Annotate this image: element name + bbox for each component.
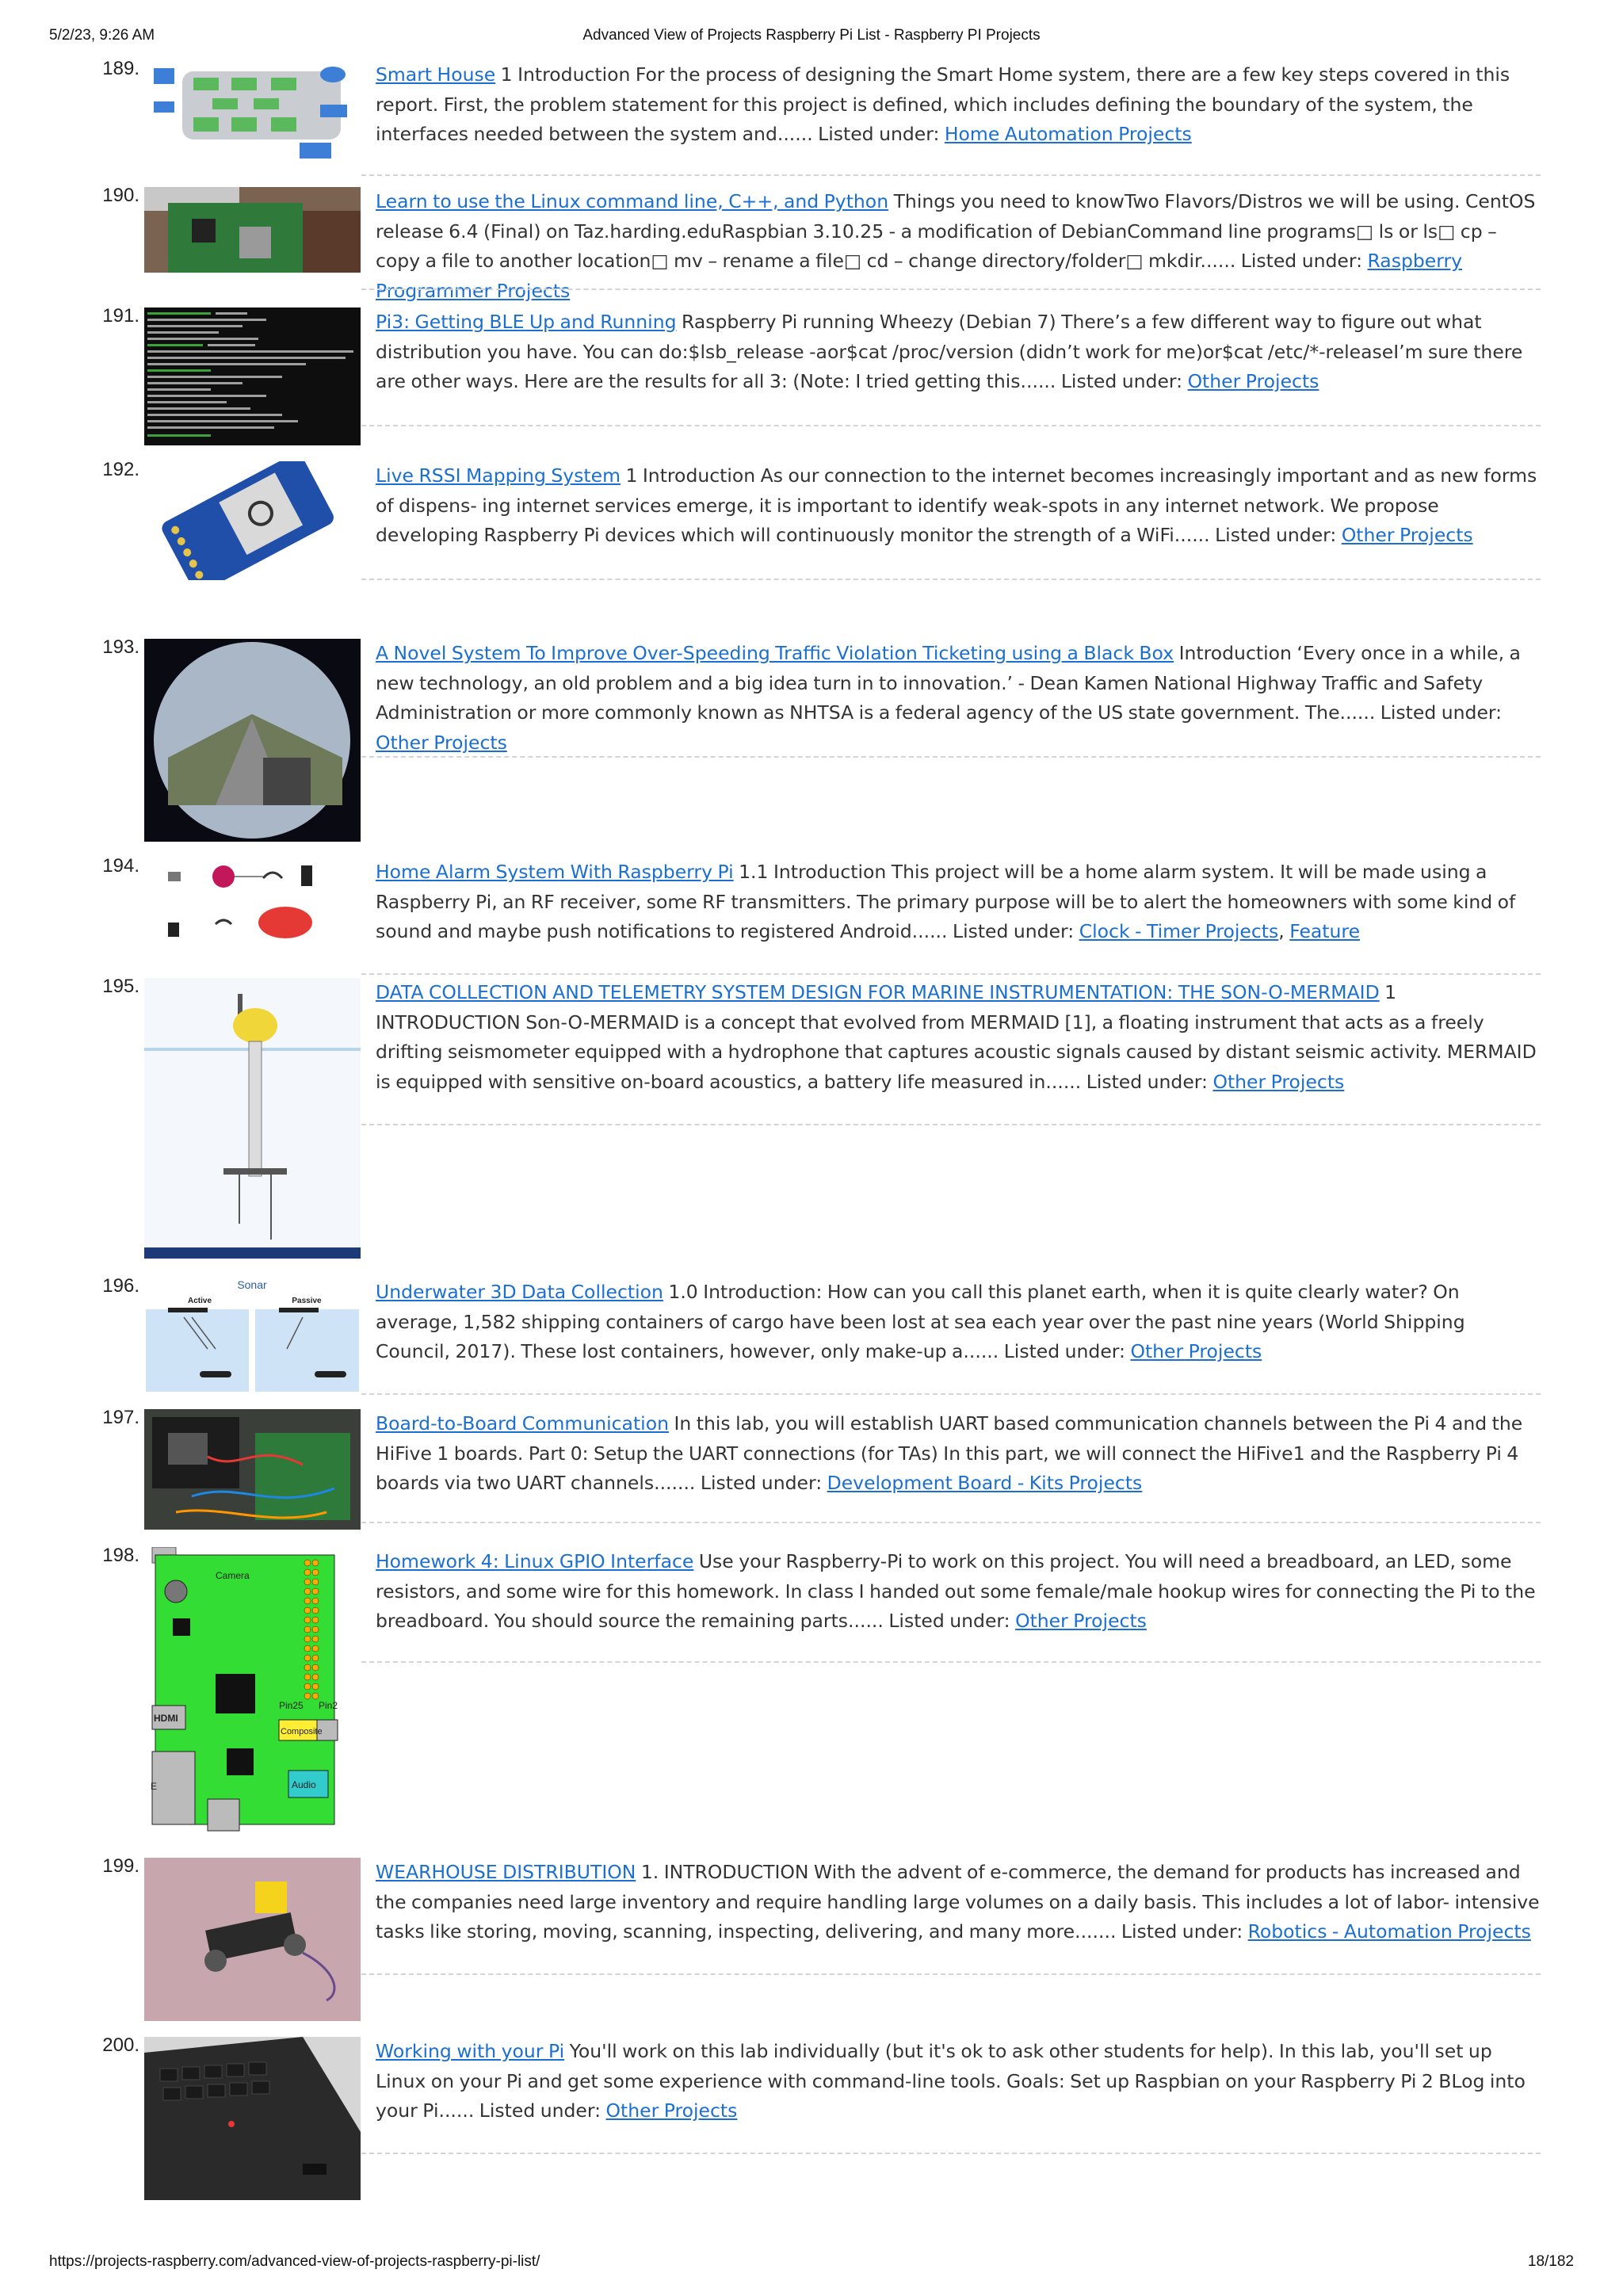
item-number: 200. (102, 2034, 139, 2056)
project-title-link[interactable]: A Novel System To Improve Over-Speeding Traffic Violation Ticketing using a Black Box (376, 642, 1174, 664)
entry-text (376, 461, 1541, 551)
project-thumbnail (144, 1409, 361, 1530)
project-thumbnail (144, 60, 361, 165)
separator (361, 579, 1541, 580)
pin2-label: Pin2 (319, 1700, 338, 1711)
project-title-link[interactable]: WEARHOUSE DISTRIBUTION (376, 1861, 636, 1883)
print-datetime: 5/2/23, 9:26 AM (49, 27, 155, 44)
entry-text (376, 1547, 1541, 1637)
category-link[interactable]: Home Automation Projects (944, 123, 1192, 145)
project-thumbnail (144, 1547, 361, 1832)
page-number: 18/182 (1527, 2253, 1574, 2270)
robot-photo (144, 1858, 361, 2021)
buoy-diagram (144, 978, 361, 1259)
project-description: Things you need to knowTwo Flavors/Distros we will be using. CentOS release 6.4 (Final) on Taz.harding.eduRaspbian 3.10.25 - a modification of DebianCommand line programs□ ls or ls□ cp – copy a file to another location□ mv – rename a file□ cd – change directory/folder□ mkdir...... Listed under: (376, 190, 1536, 272)
e-label: E (151, 1781, 158, 1792)
category-link[interactable]: Other Projects (1212, 1070, 1345, 1093)
sonar-active-label: Active (187, 1297, 212, 1305)
entry-text: Home Alarm System With Raspberry Pi 1.1 Introduction This project will be a home alarm system. It will be made using a Raspberry Pi, an RF receiver, some RF transmitters. The primary purpose will be to alert the homeowners with some kind of sound and maybe push notifications to registered Android...... Listed under: Clock - Timer Projects, Feature (376, 861, 1516, 942)
item-number: 198. (102, 1545, 139, 1566)
item-number: 192. (102, 459, 139, 480)
project-title-link[interactable]: Working with your Pi (376, 2040, 565, 2062)
item-number: 190. (102, 185, 139, 206)
page-url: https://projects-raspberry.com/advanced-view-of-projects-raspberry-pi-list/ (49, 2253, 540, 2270)
laptop-photo (144, 2037, 361, 2200)
block-diagram-image (144, 60, 361, 165)
separator (361, 425, 1541, 426)
circuit-photo (144, 1409, 361, 1530)
project-title-link[interactable]: Learn to use the Linux command line, C++, and Python (376, 190, 889, 212)
project-title-link[interactable]: Homework 4: Linux GPIO Interface (376, 1550, 694, 1572)
category-link[interactable]: Other Projects (1341, 524, 1473, 546)
separator (361, 1393, 1541, 1395)
project-description: 1 INTRODUCTION Son-O-MERMAID is a concept that evolved from MERMAID [1], a floating instrument that acts as a freely drifting seismometer equipped with a hydrophone that captures acoustic signals caused by distant seismic activity. MERMAID is equipped with sensitive on-board acoustics, a battery life measured in...... Listed under: (376, 981, 1537, 1093)
project-description: Use your Raspberry-Pi to work on this project. You will need a breadboard, an LED, some resistors, and some wire for this homework. In class I handed out some female/male hookup wires for connecting the Pi to the breadboard. You should source the remaining parts...... Listed under: (376, 1550, 1536, 1632)
alarm-system-diagram (144, 858, 361, 953)
entry-text (376, 1409, 1541, 1499)
project-thumbnail (144, 978, 361, 1259)
entry-text (376, 978, 1541, 1097)
item-number: 197. (102, 1407, 139, 1428)
project-thumbnail (144, 187, 361, 273)
project-title-link[interactable]: Live RSSI Mapping System (376, 464, 621, 487)
separator (361, 2153, 1541, 2154)
project-description: Introduction ‘Every once in a while, a new technology, an old problem and a big idea turn in to innovation.’ - Dean Kamen National Highway Traffic and Safety Administration or more commonly known as NHTSA is a federal agency of the US state government. The...... Listed under: (376, 642, 1521, 724)
sonar-title: Sonar (237, 1278, 267, 1291)
category-link[interactable]: Robotics - Automation Projects (1247, 1920, 1531, 1943)
audio-label: Audio (292, 1779, 316, 1790)
project-description: 1 Introduction For the process of designing the Smart Home system, there are a few key steps covered in this report. First, the problem statement for this project is defined, which includes defining the boundary of the system, the interfaces needed between the system and...... Listed under: (376, 63, 1510, 145)
pi-board-photo (144, 187, 361, 273)
project-thumbnail (144, 639, 361, 842)
sonar-diagram (144, 1278, 361, 1393)
project-thumbnail (144, 461, 361, 580)
terminal-screenshot (144, 308, 361, 445)
road-view-photo (144, 639, 361, 842)
project-description: 1.1 Introduction This project will be a home alarm system. It will be made using a Raspberry Pi, an RF receiver, some RF transmitters. The primary purpose will be to alert the homeowners with some kind of sound and maybe push notifications to registered Android...... Listed under: (376, 861, 1516, 942)
project-title-link[interactable]: Smart House (376, 63, 496, 86)
category-link[interactable]: Other Projects (605, 2099, 738, 2122)
project-thumbnail (144, 1278, 361, 1393)
separator (361, 1522, 1541, 1523)
category-link[interactable]: Development Board - Kits Projects (827, 1472, 1143, 1494)
pin25-label: Pin25 (279, 1700, 304, 1711)
entry-text (376, 60, 1541, 150)
separator (361, 1973, 1541, 1975)
category-link[interactable]: Other Projects (1015, 1610, 1147, 1632)
project-description: Raspberry Pi running Wheezy (Debian 7) There’s a few different way to figure out what distribution you have. You can do:$lsb_release -aor$cat /proc/version (didn’t work for me)or$cat /etc/*-releaseI’m sure there are other ways. Here are the results for all 3: (Note: I tried getting this...... Listed under: (376, 311, 1523, 392)
project-thumbnail (144, 308, 361, 445)
project-thumbnail (144, 1858, 361, 2021)
item-number: 199. (102, 1855, 139, 1877)
separator (361, 973, 1541, 975)
project-title-link[interactable]: Pi3: Getting BLE Up and Running (376, 311, 677, 333)
camera-label: Camera (216, 1570, 250, 1581)
project-title-link[interactable]: Board-to-Board Communication (376, 1412, 669, 1435)
project-description: In this lab, you will establish UART based communication channels between the Pi 4 and the HiFive 1 boards. Part 0: Setup the UART connections (for TAs) In this part, we will connect the HiFive1 and the Raspberry Pi 4 boards via two UART channels....... Listed under: (376, 1412, 1523, 1494)
project-description: 1.0 Introduction: How can you call this planet earth, when it is quite clearly water? On average, 1,582 shipping containers of cargo have been lost at sea each year over the past nine years (World Shipping Council, 2017). These lost containers, however, only make-up a...... Listed under: (376, 1281, 1465, 1362)
category-link[interactable]: Raspberry Programmer Projects (376, 250, 1463, 302)
entry-text (376, 639, 1541, 758)
separator (361, 288, 1541, 290)
category-link[interactable]: Feature (1289, 920, 1361, 942)
project-thumbnail (144, 858, 361, 953)
project-thumbnail (144, 2037, 361, 2200)
category-link[interactable]: Other Projects (376, 731, 507, 754)
project-description: 1 Introduction As our connection to the internet becomes increasingly important and as new forms of dispens- ing internet services emerge, it is important to identify weak-spots in any internet network. We propose developing Raspberry Pi devices which will continuously monitor the strength of a WiFi...... Listed under: (376, 464, 1537, 546)
entry-text (376, 1278, 1541, 1367)
item-number: 193. (102, 636, 139, 658)
entry-text (376, 2037, 1541, 2126)
entry-text (376, 308, 1541, 397)
sonar-passive-label: Passive (292, 1297, 322, 1305)
separator (361, 1124, 1541, 1125)
project-description: You'll work on this lab individually (but it's ok to ask other students for help). In this lab, you'll set up Linux on your Pi and get some experience with command-line tools. Goals: Set up Raspbian on your Raspberry Pi 2 BLog into your Pi...... Listed under: (376, 2040, 1526, 2122)
item-number: 196. (102, 1275, 139, 1297)
project-title-link[interactable]: Underwater 3D Data Collection (376, 1281, 663, 1303)
separator (361, 756, 1541, 758)
item-number: 191. (102, 305, 139, 327)
category-link[interactable]: Clock - Timer Projects (1079, 920, 1279, 942)
item-number: 195. (102, 976, 139, 997)
project-description: 1. INTRODUCTION With the advent of e-commerce, the demand for products has increased and the companies need large inventory and require handling large volumes on a daily basis. This includes a lot of labor- intensive tasks like storing, moving, scanning, inspecting, delivering, and many more....... Listed under: (376, 1861, 1540, 1943)
page-title: Advanced View of Projects Raspberry Pi List - Raspberry PI Projects (582, 27, 1041, 44)
hdmi-label: HDMI (154, 1713, 178, 1724)
gps-board-photo (144, 461, 361, 580)
entry-text (376, 1858, 1541, 1947)
project-title-link[interactable]: Home Alarm System With Raspberry Pi (376, 861, 734, 883)
item-number: 194. (102, 855, 139, 877)
project-title-link[interactable]: DATA COLLECTION AND TELEMETRY SYSTEM DESIGN FOR MARINE INSTRUMENTATION: THE SON-O-MERMAID (376, 981, 1380, 1003)
pi-layout-diagram (144, 1547, 361, 1832)
composite-label: Composite (281, 1727, 323, 1736)
separator (361, 174, 1541, 176)
category-link[interactable]: Other Projects (1187, 370, 1319, 392)
category-link[interactable]: Other Projects (1130, 1340, 1262, 1362)
separator (361, 1661, 1541, 1663)
item-number: 189. (102, 58, 139, 79)
